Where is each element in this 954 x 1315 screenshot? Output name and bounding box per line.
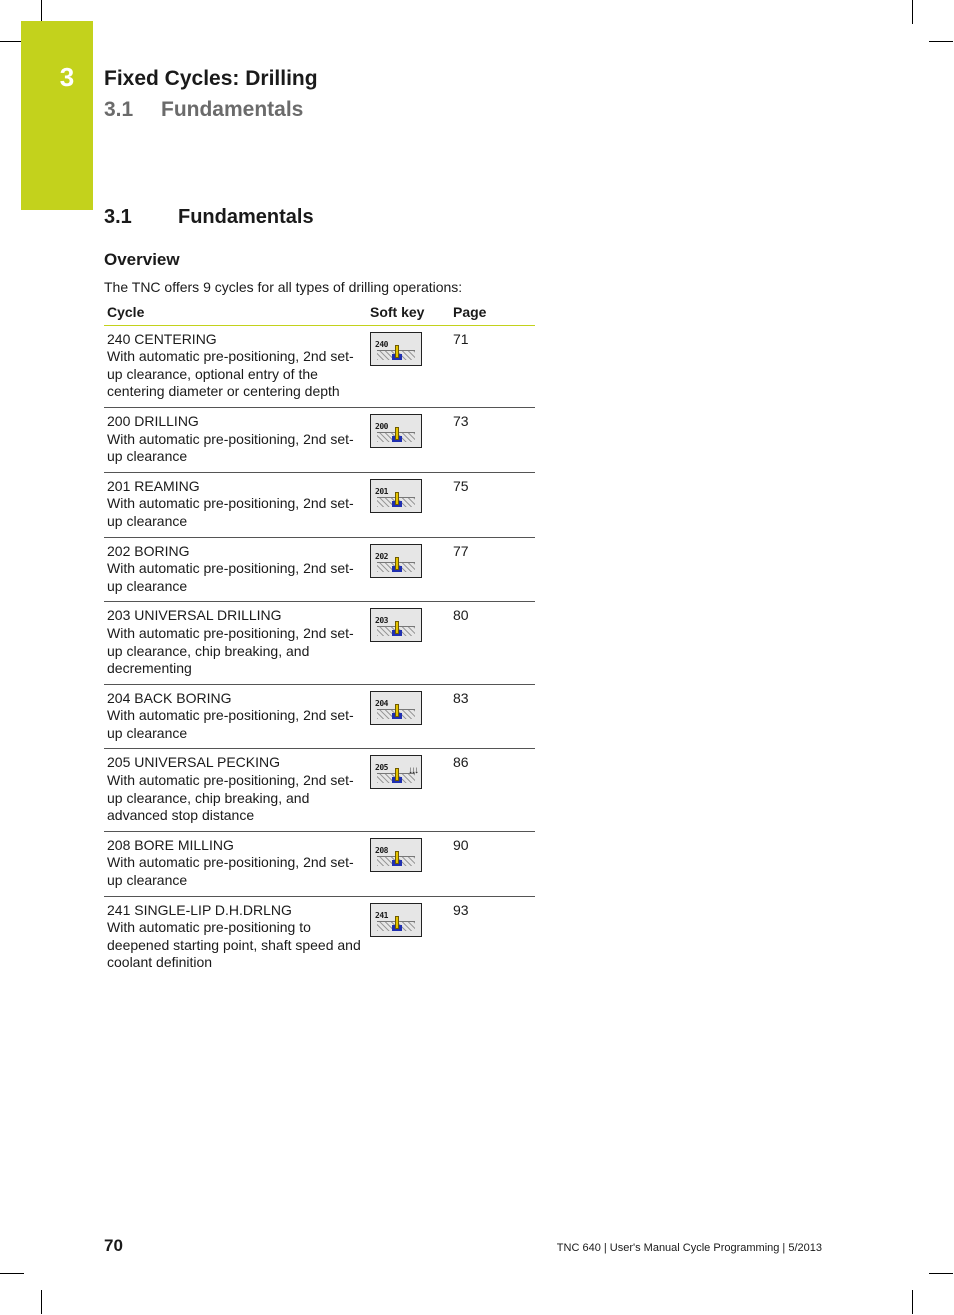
- cycle-cell: [104, 896, 367, 978]
- cycle-cell: [104, 831, 367, 896]
- page-cell: 73: [450, 407, 535, 472]
- softkey-cell: [367, 684, 450, 749]
- softkey-cell: [367, 896, 450, 978]
- page-cell: 93: [453, 901, 469, 918]
- table-row: [104, 831, 535, 896]
- overview-heading: Overview: [104, 250, 180, 269]
- drill-tool-mark: [395, 704, 399, 717]
- back-boring-softkey-icon: [370, 691, 422, 725]
- cycle-description: With automatic pre-positioning, 2nd set-up clearance: [107, 430, 354, 465]
- section-number: 3.1: [104, 206, 132, 228]
- page-cell: 90: [450, 831, 535, 896]
- cycle-cell: [104, 537, 367, 602]
- softkey-cell: [367, 831, 450, 896]
- page-cell: 83: [450, 684, 535, 749]
- running-section-header: [104, 98, 303, 122]
- chapter-title: Fixed Cycles: Drilling: [104, 67, 318, 90]
- footer-text: TNC 640 | User's Manual Cycle Programming | 5/2013: [556, 1242, 822, 1254]
- cycle-description: With automatic pre-positioning, 2nd set-up clearance: [107, 854, 354, 889]
- cycle-cell: [104, 749, 367, 831]
- drill-tool-mark: [395, 768, 399, 781]
- section-title: Fundamentals: [178, 206, 314, 228]
- softkey-label: 202: [375, 551, 388, 561]
- softkey-cell: [367, 602, 450, 684]
- cycle-name: 202 BORING: [107, 542, 190, 559]
- cycle-cell: [104, 472, 367, 537]
- cycle-description: With automatic pre-positioning, 2nd set-up clearance, chip breaking, and decrementing: [107, 624, 354, 677]
- crop-mark: [929, 1273, 953, 1274]
- pecking-arrows-icon: ↓↓↓: [408, 765, 417, 777]
- chapter-number: 3: [59, 62, 75, 92]
- crop-mark: [0, 1273, 24, 1274]
- running-section-number: 3.1: [104, 98, 134, 121]
- cycle-name: 203 UNIVERSAL DRILLING: [107, 607, 282, 624]
- reaming-softkey-icon: [370, 479, 422, 513]
- drill-tool-mark: [395, 427, 399, 440]
- drill-tool-mark: [395, 557, 399, 570]
- cycle-cell: [104, 325, 367, 407]
- intro-paragraph: The TNC offers 9 cycles for all types of drilling operations:: [104, 279, 463, 295]
- softkey-label: 240: [375, 339, 388, 349]
- softkey-cell: [367, 472, 450, 537]
- header-softkey: Soft key: [367, 303, 450, 325]
- cycle-description: With automatic pre-positioning, 2nd set-up clearance: [107, 707, 354, 741]
- cycle-description: With automatic pre-positioning, 2nd set-up clearance, optional entry of the centering diameter or centering depth: [107, 348, 354, 400]
- table-row: [104, 537, 535, 602]
- drill-tool-mark: [395, 345, 399, 358]
- centering-softkey-icon: [370, 332, 422, 366]
- softkey-cell: [367, 325, 450, 407]
- table-row: [104, 325, 535, 407]
- cycle-name: 204 BACK BORING: [107, 689, 232, 706]
- crop-mark: [929, 41, 953, 42]
- table-row: [104, 602, 535, 684]
- chapter-tab: [21, 21, 93, 210]
- page-number: 70: [104, 1236, 123, 1255]
- table-row: [104, 684, 535, 749]
- drill-tool-mark: [395, 851, 399, 864]
- cycle-name: 208 BORE MILLING: [107, 836, 234, 853]
- bore-milling-softkey-icon: [370, 838, 422, 872]
- softkey-label: 200: [375, 421, 388, 431]
- crop-mark: [912, 0, 913, 24]
- softkey-label: 208: [375, 845, 388, 855]
- page-cell: 86: [450, 749, 535, 831]
- softkey-cell: [367, 537, 450, 602]
- boring-softkey-icon: [370, 544, 422, 578]
- page-cell: 75: [450, 472, 535, 537]
- universal-pecking-softkey-icon: [370, 755, 422, 789]
- drill-tool-mark: [395, 492, 399, 505]
- cycle-cell: [104, 407, 367, 472]
- header-page: Page: [450, 303, 535, 325]
- cycle-description: With automatic pre-positioning, 2nd set-up clearance: [107, 560, 354, 594]
- drill-tool-mark: [395, 916, 399, 929]
- cycle-description: With automatic pre-positioning, 2nd set-up clearance, chip breaking, and advanced stop distance: [107, 772, 354, 824]
- page-cell: 77: [450, 537, 535, 602]
- cycle-name: 201 REAMING: [107, 477, 200, 494]
- softkey-label: 205: [375, 763, 388, 773]
- cycle-name: 240 CENTERING: [107, 330, 217, 347]
- section-heading: [104, 206, 314, 229]
- softkey-label: 241: [375, 910, 388, 920]
- table-row: [104, 749, 535, 831]
- softkey-cell: [367, 749, 450, 831]
- cycle-name: 241 SINGLE-LIP D.H.DRLNG: [107, 901, 292, 918]
- cycle-name: 200 DRILLING: [107, 412, 199, 429]
- table-row: [104, 472, 535, 537]
- table-row: [104, 407, 535, 472]
- softkey-label: 201: [375, 486, 388, 496]
- drilling-softkey-icon: [370, 414, 422, 448]
- cycle-overview-table: [104, 303, 535, 978]
- running-section-title: Fundamentals: [161, 98, 304, 121]
- drill-tool-mark: [395, 621, 399, 634]
- softkey-label: 204: [375, 698, 388, 708]
- page-cell: 80: [450, 602, 535, 684]
- softkey-cell: [367, 407, 450, 472]
- crop-mark: [912, 1290, 913, 1314]
- cycle-cell: [104, 684, 367, 749]
- universal-drilling-softkey-icon: [370, 608, 422, 642]
- header-cycle: Cycle: [104, 303, 367, 325]
- cycle-description: With automatic pre-positioning to deepened starting point, shaft speed and coolant definition: [107, 919, 361, 971]
- cycle-cell: [104, 602, 367, 684]
- single-lip-drilling-softkey-icon: [370, 903, 422, 937]
- table-row: [104, 896, 535, 978]
- cycle-description: With automatic pre-positioning, 2nd set-up clearance: [107, 495, 354, 529]
- table-header-row: [104, 303, 535, 325]
- page-cell: 71: [450, 325, 535, 407]
- cycle-name: 205 UNIVERSAL PECKING: [107, 754, 280, 771]
- softkey-label: 203: [375, 616, 388, 626]
- crop-mark: [41, 1290, 42, 1314]
